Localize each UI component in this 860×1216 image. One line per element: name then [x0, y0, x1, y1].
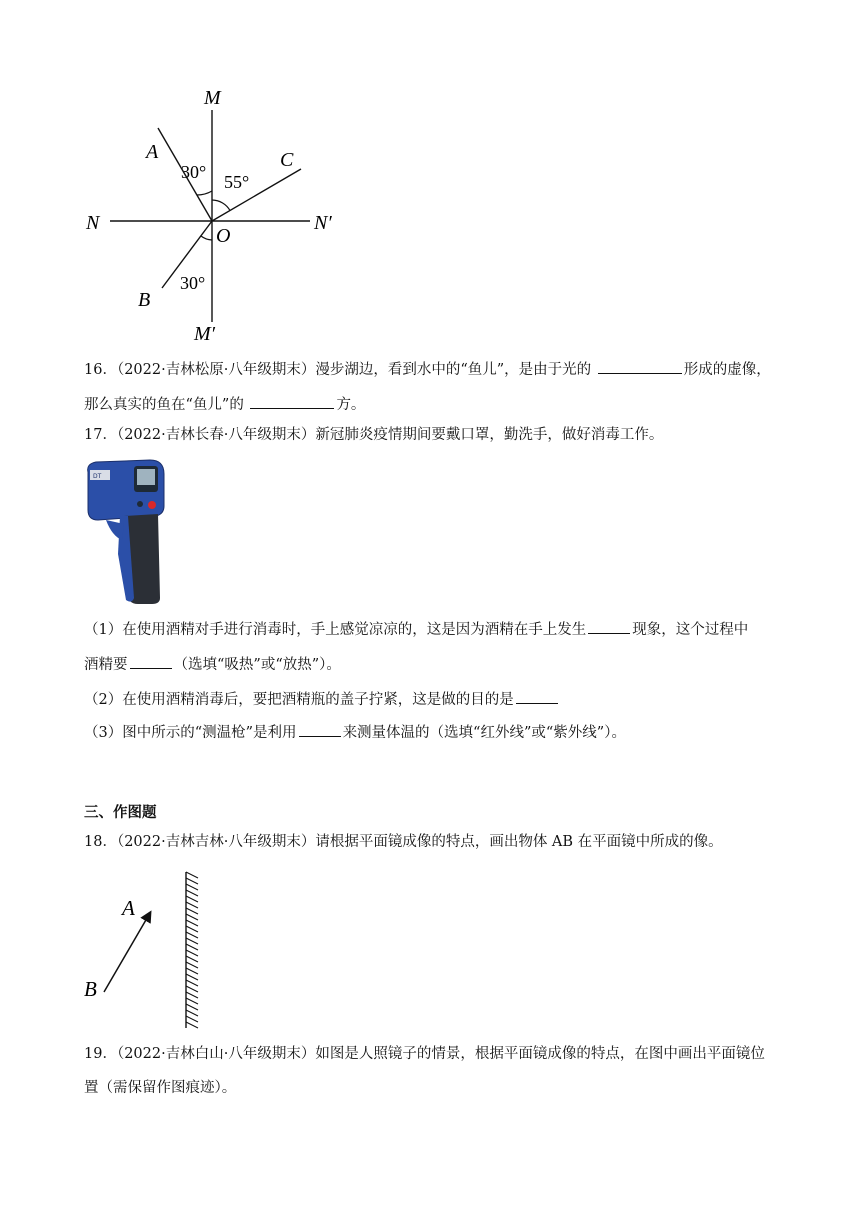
q17-p1-text-d: （选填“吸热”或“放热”）。 [173, 657, 341, 673]
q17-answer-blank-1[interactable] [588, 618, 630, 634]
label-b: B [84, 977, 97, 1001]
question-16-line-2 [84, 393, 365, 415]
question-19-line-2: 置（需保留作图痕迹）。 [84, 1080, 237, 1096]
section-title: 三、作图题 [84, 805, 157, 821]
svg-text:DT: DT [93, 473, 102, 480]
label-m: M [204, 87, 221, 109]
angle-label-55: 55° [224, 172, 250, 192]
q16-text-c: 那么真实的鱼在“鱼儿”的 [84, 397, 249, 413]
q16-text-d: 方。 [336, 397, 366, 413]
question-17-stem: 17．（2022·吉林长春·八年级期末）新冠肺炎疫情期间要戴口罩，勤洗手，做好消毒工作。 [84, 427, 664, 443]
q17-p2-text: （2）在使用酒精消毒后，要把酒精瓶的盖子拧紧，这是做的目的是 [84, 692, 514, 708]
object-ab-arrow [104, 913, 150, 992]
q17-answer-blank-2[interactable] [130, 653, 172, 669]
q16-answer-blank-1[interactable] [598, 358, 682, 374]
reflection-diagram [80, 80, 360, 345]
plane-mirror-diagram [80, 868, 220, 1032]
q17-answer-blank-3[interactable] [516, 688, 558, 704]
thermometer-gun-image [84, 458, 168, 606]
label-a: A [146, 141, 159, 163]
question-19-line-1: 19．（2022·吉林白山·八年级期末）如图是人照镜子的情景，根据平面镜成像的特点，在图中画出平面镜位 [84, 1046, 765, 1062]
question-17-part-1-line-2 [84, 653, 341, 675]
q16-answer-blank-2[interactable] [250, 393, 334, 409]
angle-label-30-bottom: 30° [180, 273, 206, 293]
q17-p1-text-c: 酒精要 [84, 657, 128, 673]
question-17-part-1-line-1 [84, 618, 748, 640]
label-b: B [138, 289, 151, 311]
q17-p3-text-b: 来测量体温的（选填“红外线”或“紫外线”）。 [342, 725, 626, 741]
label-m-prime: M′ [194, 323, 216, 345]
question-17-part-3 [84, 721, 626, 743]
q17-p1-text-b: 现象，这个过程中 [632, 622, 749, 638]
q16-text-a: 16．（2022·吉林松原·八年级期末）漫步湖边，看到水中的“鱼儿”，是由于光的 [84, 362, 596, 378]
mirror-hatching [186, 872, 198, 1028]
q17-p1-text-a: （1）在使用酒精对手进行消毒时，手上感觉凉凉的，这是因为酒精在手上发生 [84, 622, 587, 638]
q17-p3-text-a: （3）图中所示的“测温枪”是利用 [84, 725, 297, 741]
question-16-line-1 [84, 358, 771, 380]
label-n-prime: N′ [314, 212, 332, 234]
question-18-stem: 18．（2022·吉林吉林·八年级期末）请根据平面镜成像的特点，画出物体 AB 在平面镜中所成的像。 [84, 834, 723, 850]
label-n: N [86, 212, 100, 234]
q16-text-b: 形成的虚像， [683, 362, 771, 378]
label-o: O [216, 225, 231, 247]
angle-label-30-top: 30° [181, 162, 207, 182]
angle-arc-55 [212, 200, 230, 211]
label-a: A [122, 896, 135, 920]
q17-answer-blank-4[interactable] [299, 721, 341, 737]
angle-arc-30-bottom [201, 236, 212, 240]
label-c: C [280, 149, 294, 171]
question-17-part-2 [84, 688, 560, 710]
angle-arc-30-top [197, 191, 212, 195]
